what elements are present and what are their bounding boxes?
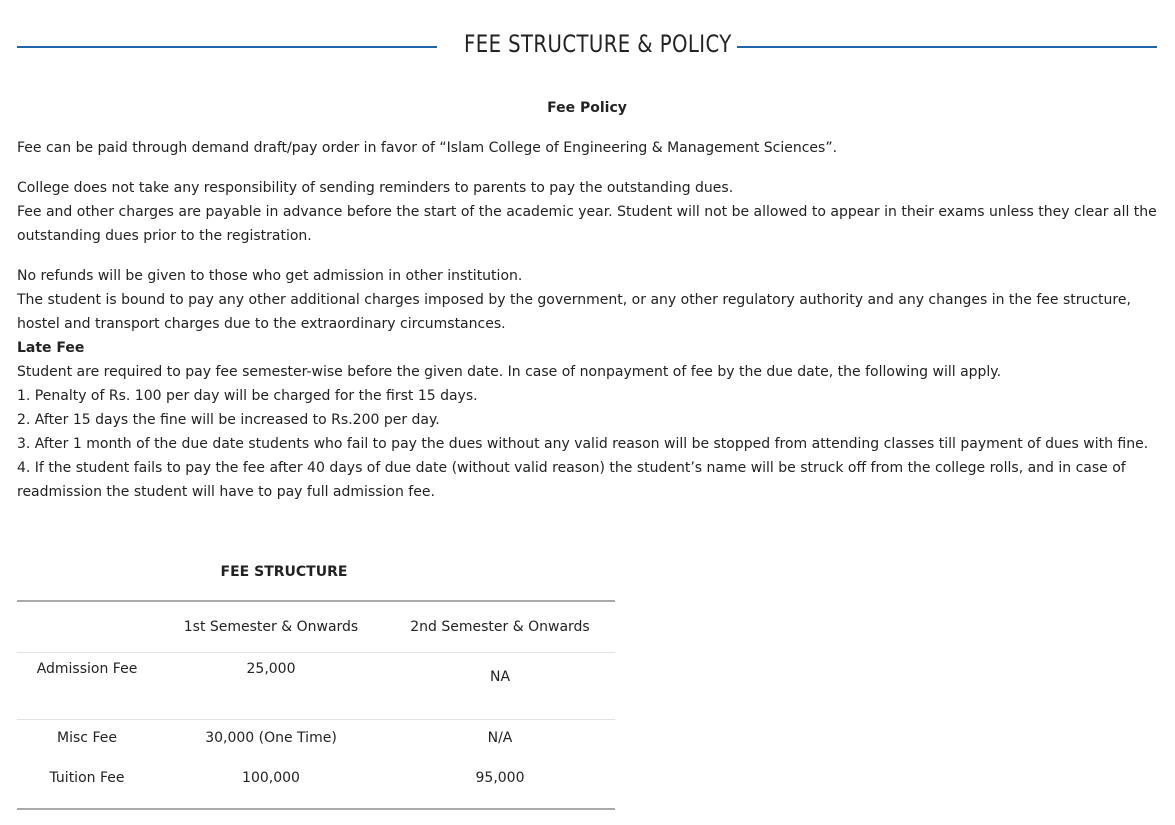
column-header xyxy=(17,601,157,653)
cell-value: 30,000 (One Time) xyxy=(205,730,337,746)
policy-paragraph-charges: The student is bound to pay any other additional charges imposed by the government, or any other regulatory authority and any changes in the fee structure, hostel and transport charges due to the extraordinary circumstances. xyxy=(17,292,1131,332)
table-row xyxy=(17,756,615,809)
row-label: Tuition Fee xyxy=(49,770,125,786)
policy-paragraph-reminders: College does not take any responsibility of sending reminders to parents to pay the outstanding dues. xyxy=(17,180,734,196)
policy-content xyxy=(17,96,1157,504)
spacer xyxy=(17,160,1157,176)
page-title: FEE STRUCTURE & POLICY xyxy=(464,30,732,58)
policy-paragraph-advance: Fee and other charges are payable in advance before the start of the academic year. Student will not be allowed to appear in their exams unless they clear all the outstanding dues prior to the registration. xyxy=(17,204,1157,244)
row-label: Misc Fee xyxy=(57,730,117,746)
policy-paragraph-refunds: No refunds will be given to those who get admission in other institution. xyxy=(17,268,523,284)
policy-paragraph-payment: Fee can be paid through demand draft/pay order in favor of “Islam College of Engineering & Management Sciences”. xyxy=(17,140,838,156)
title-rule-left xyxy=(17,46,437,48)
late-fee-item: 1. Penalty of Rs. 100 per day will be charged for the first 15 days. xyxy=(17,388,478,404)
late-fee-item: 3. After 1 month of the due date students who fail to pay the dues without any valid reason will be stopped from attending classes till payment of dues with fine. xyxy=(17,436,1149,452)
fee-structure-table xyxy=(17,600,615,810)
column-header: 1st Semester & Onwards xyxy=(157,601,385,653)
fee-policy-heading: Fee Policy xyxy=(547,100,627,116)
late-fee-heading: Late Fee xyxy=(17,340,85,356)
fee-structure-title: FEE STRUCTURE xyxy=(220,564,348,580)
table-row xyxy=(17,720,615,757)
fee-structure-section xyxy=(17,560,615,786)
row-label: Admission Fee xyxy=(17,653,157,720)
spacer xyxy=(17,120,1157,136)
cell-value: 100,000 xyxy=(242,770,300,786)
column-header: 2nd Semester & Onwards xyxy=(385,601,615,653)
cell-value: 95,000 xyxy=(475,770,525,786)
cell-value: NA xyxy=(385,653,615,720)
table-row xyxy=(17,653,615,720)
late-fee-item: 4. If the student fails to pay the fee after 40 days of due date (without valid reason) the student’s name will be struck off from the college rolls, and in case of readmission the student will have to pay full admission fee. xyxy=(17,460,1126,500)
cell-value: N/A xyxy=(487,730,513,746)
title-rule-right xyxy=(737,46,1157,48)
cell-value: 25,000 xyxy=(157,653,385,720)
late-fee-intro: Student are required to pay fee semester-wise before the given date. In case of nonpayment of fee by the due date, the following will apply. xyxy=(17,364,1002,380)
late-fee-item: 2. After 15 days the fine will be increased to Rs.200 per day. xyxy=(17,412,440,428)
table-header-row xyxy=(17,601,615,653)
spacer xyxy=(17,248,1157,264)
page-header xyxy=(17,28,1157,68)
